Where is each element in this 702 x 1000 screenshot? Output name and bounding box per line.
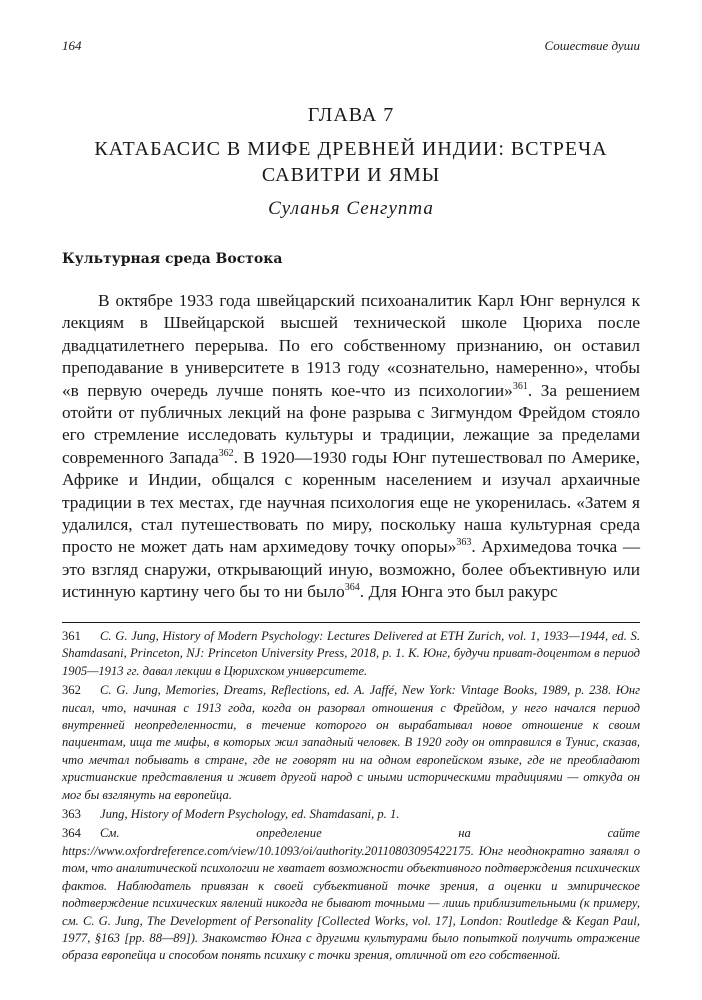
body-paragraph xyxy=(62,290,640,604)
footnote-363 xyxy=(62,806,640,823)
footnote-text: См. определение на сайте https://www.oxfordreference.com/view/10.1093/oi/authority.20110803095422175. Юнг неоднократно заявлял о том, что аналитической психологии не хватает возможности объективного подтверждения психических фактов. Наблюдатель привязан к своей субъективной точке зрения, а оценки и эмпирическое подтверждение психических явлений никогда не бывают точными — лишь приблизительными (к примеру, см. C. G. Jung, The Development of Personality [Collected Works, vol. 17], London: Routledge & Kegan Paul, 1977, §163 [pp. 88—89]). Знакомство Юнга с другими культурами было попыткой получить отражение образа европейца и способом понять психику с точки зрения, отличной от его собственной. xyxy=(62,826,640,963)
running-head xyxy=(62,38,640,56)
footnote-364 xyxy=(62,825,640,964)
body-text-part: В октябре 1933 года швейцарский психоаналитик Карл Юнг вернулся к лекциям в Швейцарской высшей технической школе Цюриха после двадцатилетнего перерыва. По его собственному признанию, он оставил преподавание в университете в 1913 году «сознательно, намеренно», чтобы «в первую очередь лучше понять кое-что из психологии» xyxy=(62,291,640,400)
body-text-part: . Для Юнга это был ракурс xyxy=(359,582,558,602)
footnote-divider xyxy=(62,622,640,623)
body-text-part: . За решением отойти от публичных лекций на фоне разрыва с Зигмундом Фрейдом стояло его стремление исследовать культуры и традиции, лежащие за пределами современного Запада xyxy=(62,380,640,467)
footnotes xyxy=(62,628,640,967)
body-text-part: . В 1920—1930 годы Юнг путешествовал по Америке, Африке и Индии, общался с коренным населением и изучал архаичные традиции в тех местах, где научная психология еще не укоренилась. «Затем я удалился, стал путешествовать по миру, поскольку наша культурная среда просто не может дать нам архимедову точку опоры» xyxy=(62,447,641,557)
footnote-text: Jung, History of Modern Psychology, ed. Shamdasani, p. 1. xyxy=(100,807,400,822)
footnote-361 xyxy=(62,628,640,680)
footnote-text: C. G. Jung, Memories, Dreams, Reflections, ed. A. Jaffé, New York: Vintage Books, 1989, p. 238. Юнг писал, что, начиная с 1913 года, когда он разорвал отношения с Фрейдом, у него начался период внутренней неопределенности, в течение которого он вырабатывал новое отношение к своим пациентам, ища те мифы, в которых жил западный человек. В 1920 году он отправился в Тунис, сказав, что мечтал побывать в стране, где не говорят ни на одном европейском языке, где не преобладают христианские представления и живет другой народ с иными историческими традициями — откуда он мог бы взглянуть на европейца. xyxy=(62,683,640,802)
running-head-title: Сошествие души xyxy=(544,38,640,53)
footnote-ref-362[interactable]: 362 xyxy=(218,448,234,460)
section-heading: Культурная среда Востока xyxy=(62,251,283,267)
chapter-author: Суланья Сенгупта xyxy=(268,198,434,219)
footnote-ref-361[interactable]: 361 xyxy=(512,380,528,392)
chapter-label: ГЛАВА 7 xyxy=(307,104,395,126)
footnote-text: C. G. Jung, History of Modern Psychology: Lectures Delivered at ETH Zurich, vol. 1, 1933—1944, ed. S. Shamdasani, Princeton, NJ: Princeton University Press, 2018, p. 1. К. Юнг, будучи приват-доцентом в период 1905—1913 гг. давал лекции в Цюрихском университете. xyxy=(62,629,640,678)
page-number: 164 xyxy=(62,38,82,53)
footnote-362 xyxy=(62,682,640,804)
footnote-number: 363 xyxy=(62,807,81,822)
footnote-number: 362 xyxy=(62,683,81,698)
footnote-number: 364 xyxy=(62,826,81,841)
chapter-title: КАТАБАСИС В МИФЕ ДРЕВНЕЙ ИНДИИ: ВСТРЕЧА САВИТРИ И ЯМЫ xyxy=(94,138,608,186)
body-text-part: . Архимедова точка — это взгляд снаружи, открывающий иную, возможно, более объективную или истинную картину чего бы то ни было xyxy=(62,537,641,602)
footnote-ref-364[interactable]: 364 xyxy=(344,582,360,594)
footnote-ref-363[interactable]: 363 xyxy=(456,537,472,549)
footnote-number: 361 xyxy=(62,629,81,643)
